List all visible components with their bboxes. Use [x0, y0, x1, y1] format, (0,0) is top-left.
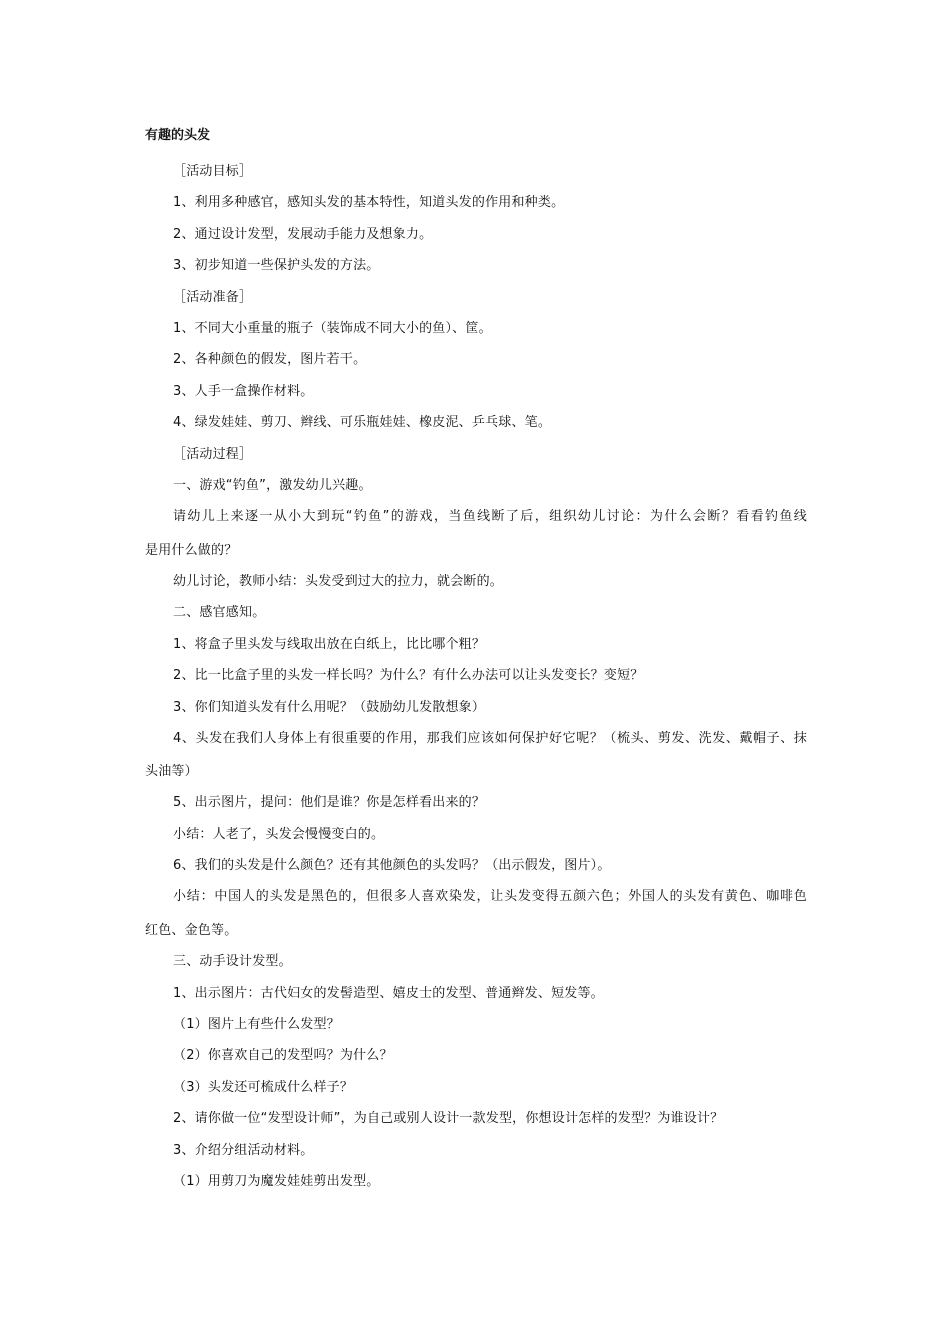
paragraph-continuation: 红色、金色等。: [145, 923, 238, 938]
paragraph: 一、游戏“钓鱼”，激发幼儿兴趣。: [173, 478, 372, 493]
paragraph: 幼儿讨论，教师小结：头发受到过大的拉力，就会断的。: [173, 574, 504, 589]
paragraph: 3、你们知道头发有什么用呢？（鼓励幼儿发散想象）: [173, 700, 486, 715]
paragraph-continuation: 是用什么做的？: [145, 543, 238, 558]
paragraph: 6、我们的头发是什么颜色？还有其他颜色的头发吗？（出示假发，图片）。: [173, 858, 611, 873]
paragraph: 2、通过设计发型，发展动手能力及想象力。: [173, 227, 433, 242]
document-title: 有趣的头发: [145, 128, 211, 143]
section-heading-preparation: ［活动准备］: [173, 290, 253, 305]
paragraph: 请幼儿上来逐一从小大到玩“钓鱼”的游戏，当鱼线断了后，组织幼儿讨论：为什么会断？看看钓鱼线: [173, 509, 807, 524]
paragraph: 小结：人老了，头发会慢慢变白的。: [173, 827, 385, 842]
paragraph: 二、感官感知。: [173, 605, 266, 620]
section-heading-goals: ［活动目标］: [173, 164, 253, 179]
paragraph-continuation: 头油等）: [145, 764, 198, 779]
paragraph: 4、头发在我们人身体上有很重要的作用，那我们应该如何保护好它呢？（梳头、剪发、洗发、戴帽子、抹: [173, 731, 807, 746]
paragraph: 2、请你做一位“发型设计师”，为自己或别人设计一款发型，你想设计怎样的发型？为谁设计？: [173, 1111, 724, 1126]
paragraph: 1、出示图片：古代妇女的发髻造型、嬉皮士的发型、普通辫发、短发等。: [173, 986, 604, 1001]
paragraph: 三、动手设计发型。: [173, 954, 292, 969]
paragraph: 4、绿发娃娃、剪刀、辫线、可乐瓶娃娃、橡皮泥、乒乓球、笔。: [173, 415, 552, 430]
paragraph: 2、各种颜色的假发，图片若干。: [173, 352, 367, 367]
paragraph: （3）头发还可梳成什么样子？: [173, 1080, 354, 1095]
paragraph: 2、比一比盒子里的头发一样长吗？为什么？有什么办法可以让头发变长？变短？: [173, 668, 644, 683]
paragraph: 1、不同大小重量的瓶子（装饰成不同大小的鱼）、筐。: [173, 321, 492, 336]
paragraph: （2）你喜欢自己的发型吗？为什么？: [173, 1048, 393, 1063]
paragraph: 1、将盒子里头发与线取出放在白纸上，比比哪个粗？: [173, 637, 486, 652]
paragraph: （1）用剪刀为魔发娃娃剪出发型。: [173, 1174, 380, 1189]
paragraph: 3、人手一盒操作材料。: [173, 384, 314, 399]
paragraph: （1）图片上有些什么发型？: [173, 1017, 340, 1032]
paragraph: 小结：中国人的头发是黑色的，但很多人喜欢染发，让头发变得五颜六色；外国人的头发有黄色、咖啡色: [173, 889, 807, 904]
paragraph: 3、介绍分组活动材料。: [173, 1143, 314, 1158]
paragraph: 3、初步知道一些保护头发的方法。: [173, 258, 380, 273]
section-heading-process: ［活动过程］: [173, 447, 253, 462]
paragraph: 1、利用多种感官，感知头发的基本特性，知道头发的作用和种类。: [173, 195, 565, 210]
paragraph: 5、出示图片，提问：他们是谁？你是怎样看出来的？: [173, 795, 486, 810]
